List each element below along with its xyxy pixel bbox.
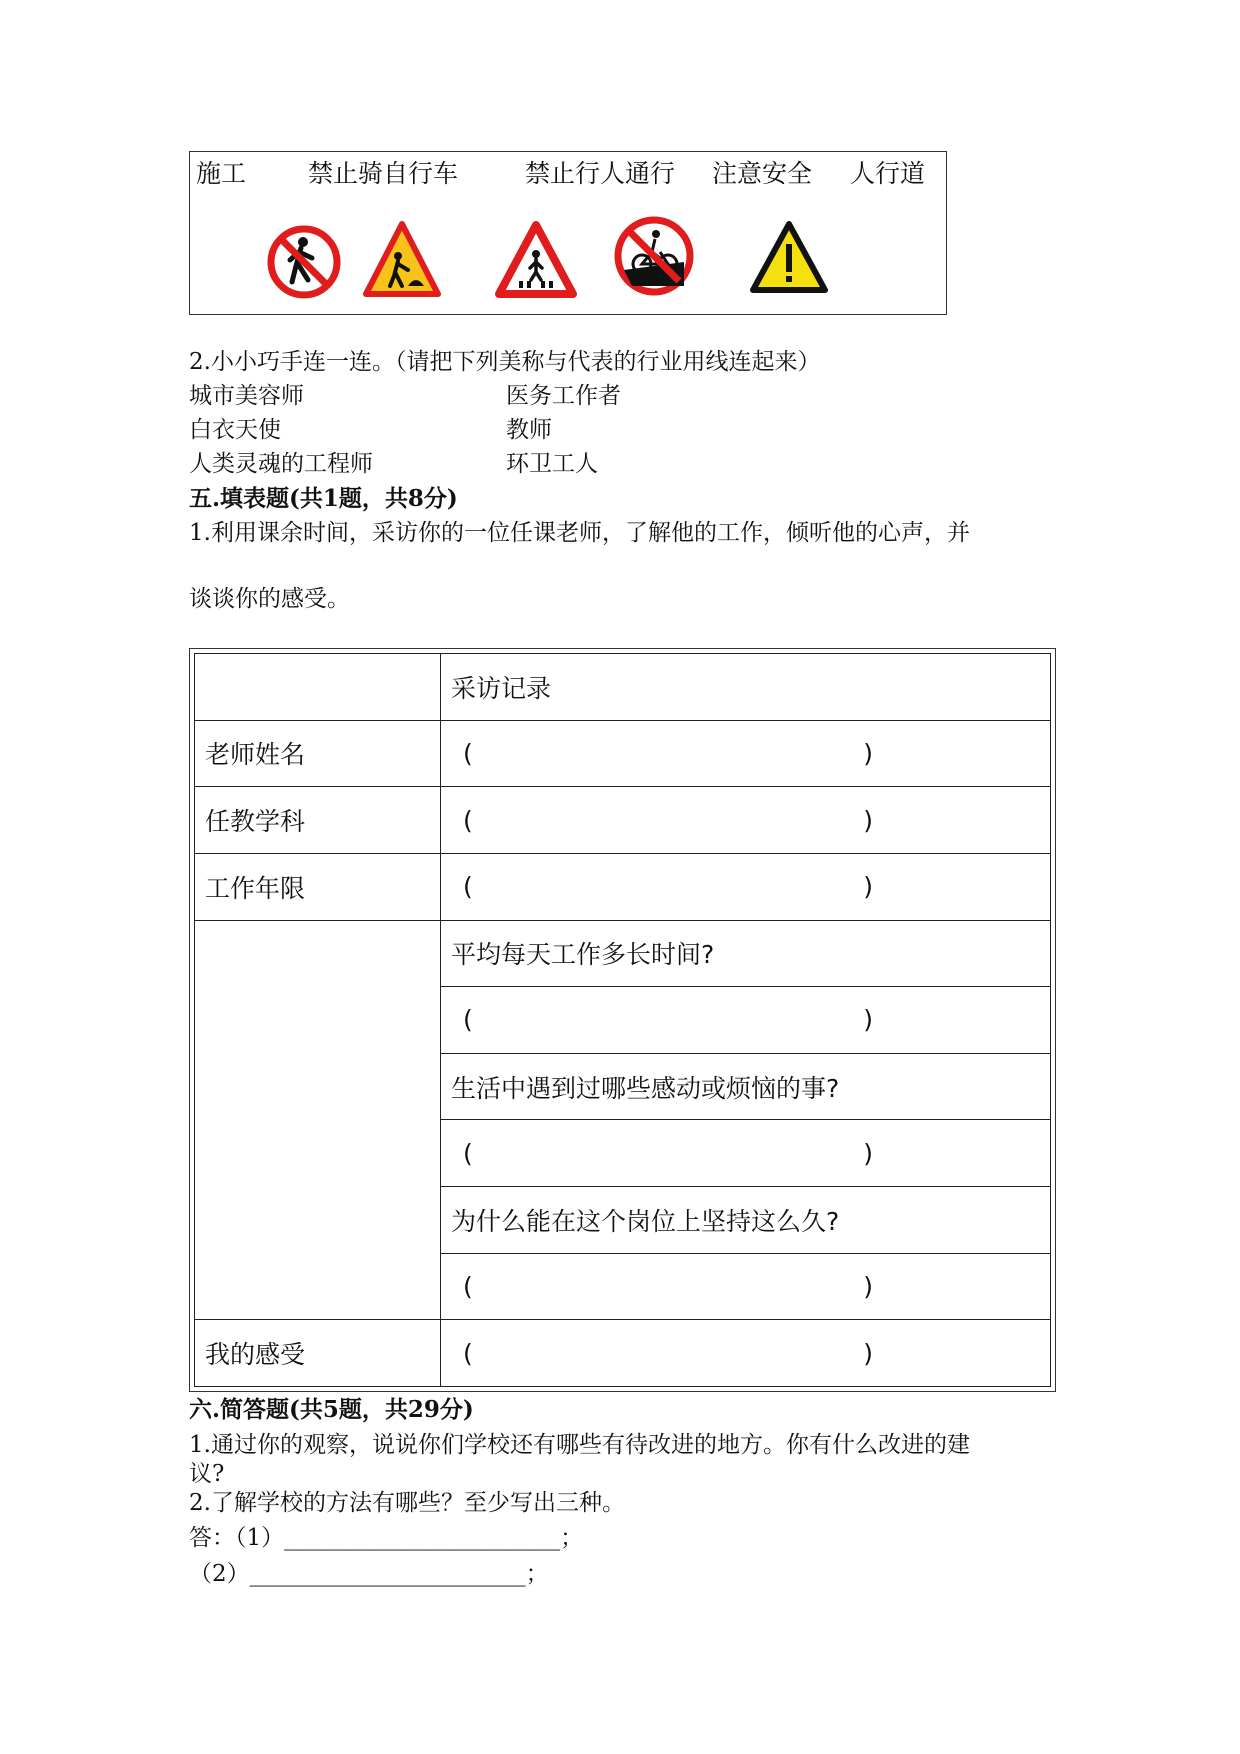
- section5-q1-line2: 谈谈你的感受。: [189, 586, 350, 612]
- no-bicycle-sign-icon: [612, 214, 696, 298]
- open-paren: (: [463, 1138, 473, 1168]
- question-cell: 平均每天工作多长时间?: [441, 920, 1051, 987]
- table-row: [195, 853, 1051, 920]
- answer-cell[interactable]: [441, 720, 1051, 787]
- traffic-sign-box: [189, 151, 947, 315]
- sign-label-sidewalk: 人行道: [850, 159, 926, 188]
- close-paren: ): [863, 1005, 873, 1035]
- close-paren: ): [863, 1271, 873, 1301]
- interview-table: [194, 653, 1051, 1387]
- construction-sign-icon: [362, 220, 442, 300]
- match-right-3: 环卫工人: [506, 451, 598, 477]
- answer-cell[interactable]: [441, 1320, 1051, 1387]
- match-left-3: 人类灵魂的工程师: [189, 451, 373, 477]
- table-row: [195, 654, 1051, 721]
- no-pedestrian-sign-icon: [266, 224, 342, 300]
- answer-cell[interactable]: [441, 987, 1051, 1054]
- match-left-2: 白衣天使: [189, 417, 281, 443]
- section6-q1-line1: 1.通过你的观察，说说你们学校还有哪些有待改进的地方。你有什么改进的建: [189, 1432, 970, 1458]
- table-cell-empty: [195, 654, 441, 721]
- sign-label-no-bicycle: 禁止骑自行车: [308, 159, 459, 188]
- section5-heading: 五.填表题(共1题，共8分): [189, 485, 458, 512]
- caution-sign-icon: [749, 220, 829, 296]
- open-paren: (: [463, 872, 473, 902]
- answer-line-2[interactable]: （2）________________________；: [189, 1561, 549, 1587]
- table-row: [195, 920, 1051, 987]
- open-paren: (: [463, 738, 473, 768]
- crosswalk-sign-icon: [495, 220, 577, 300]
- close-paren: ): [863, 738, 873, 768]
- row-label-years: 工作年限: [195, 853, 441, 920]
- row-label-subject: 任教学科: [195, 787, 441, 854]
- match-right-2: 教师: [506, 417, 552, 443]
- table-header: 采访记录: [441, 654, 1051, 721]
- open-paren: (: [463, 805, 473, 835]
- answer-cell[interactable]: [441, 1253, 1051, 1320]
- section6-q1-line2: 议?: [189, 1461, 225, 1487]
- interview-table-frame: [189, 648, 1056, 1392]
- match-right-1: 医务工作者: [506, 383, 621, 409]
- table-row: [195, 787, 1051, 854]
- close-paren: ): [863, 1138, 873, 1168]
- open-paren: (: [463, 1005, 473, 1035]
- match-left-1: 城市美容师: [189, 383, 304, 409]
- open-paren: (: [463, 1271, 473, 1301]
- close-paren: ): [863, 872, 873, 902]
- answer-line-1[interactable]: 答：（1）________________________；: [189, 1525, 584, 1551]
- table-row: [195, 720, 1051, 787]
- question-cell: 生活中遇到过哪些感动或烦恼的事?: [441, 1053, 1051, 1120]
- sign-label-no-pedestrian: 禁止行人通行: [525, 159, 676, 188]
- close-paren: ): [863, 1338, 873, 1368]
- section5-q1-line1: 1.利用课余时间，采访你的一位任课老师，了解他的工作，倾听他的心声，并: [189, 520, 970, 546]
- section6-heading: 六.简答题(共5题，共29分): [189, 1396, 474, 1423]
- answer-cell[interactable]: [441, 787, 1051, 854]
- section6-q2: 2.了解学校的方法有哪些？至少写出三种。: [189, 1490, 625, 1516]
- answer-cell[interactable]: [441, 1120, 1051, 1187]
- sign-label-caution: 注意安全: [712, 159, 813, 188]
- row-label-teacher-name: 老师姓名: [195, 720, 441, 787]
- sign-label-construction: 施工: [196, 159, 247, 188]
- table-row: [195, 1320, 1051, 1387]
- question-cell: 为什么能在这个岗位上坚持这么久?: [441, 1187, 1051, 1254]
- open-paren: (: [463, 1338, 473, 1368]
- table-cell-empty: [195, 920, 441, 1320]
- answer-cell[interactable]: [441, 853, 1051, 920]
- q2-title: 2.小小巧手连一连。（请把下列美称与代表的行业用线连起来）: [189, 349, 821, 375]
- row-label-feeling: 我的感受: [195, 1320, 441, 1387]
- close-paren: ): [863, 805, 873, 835]
